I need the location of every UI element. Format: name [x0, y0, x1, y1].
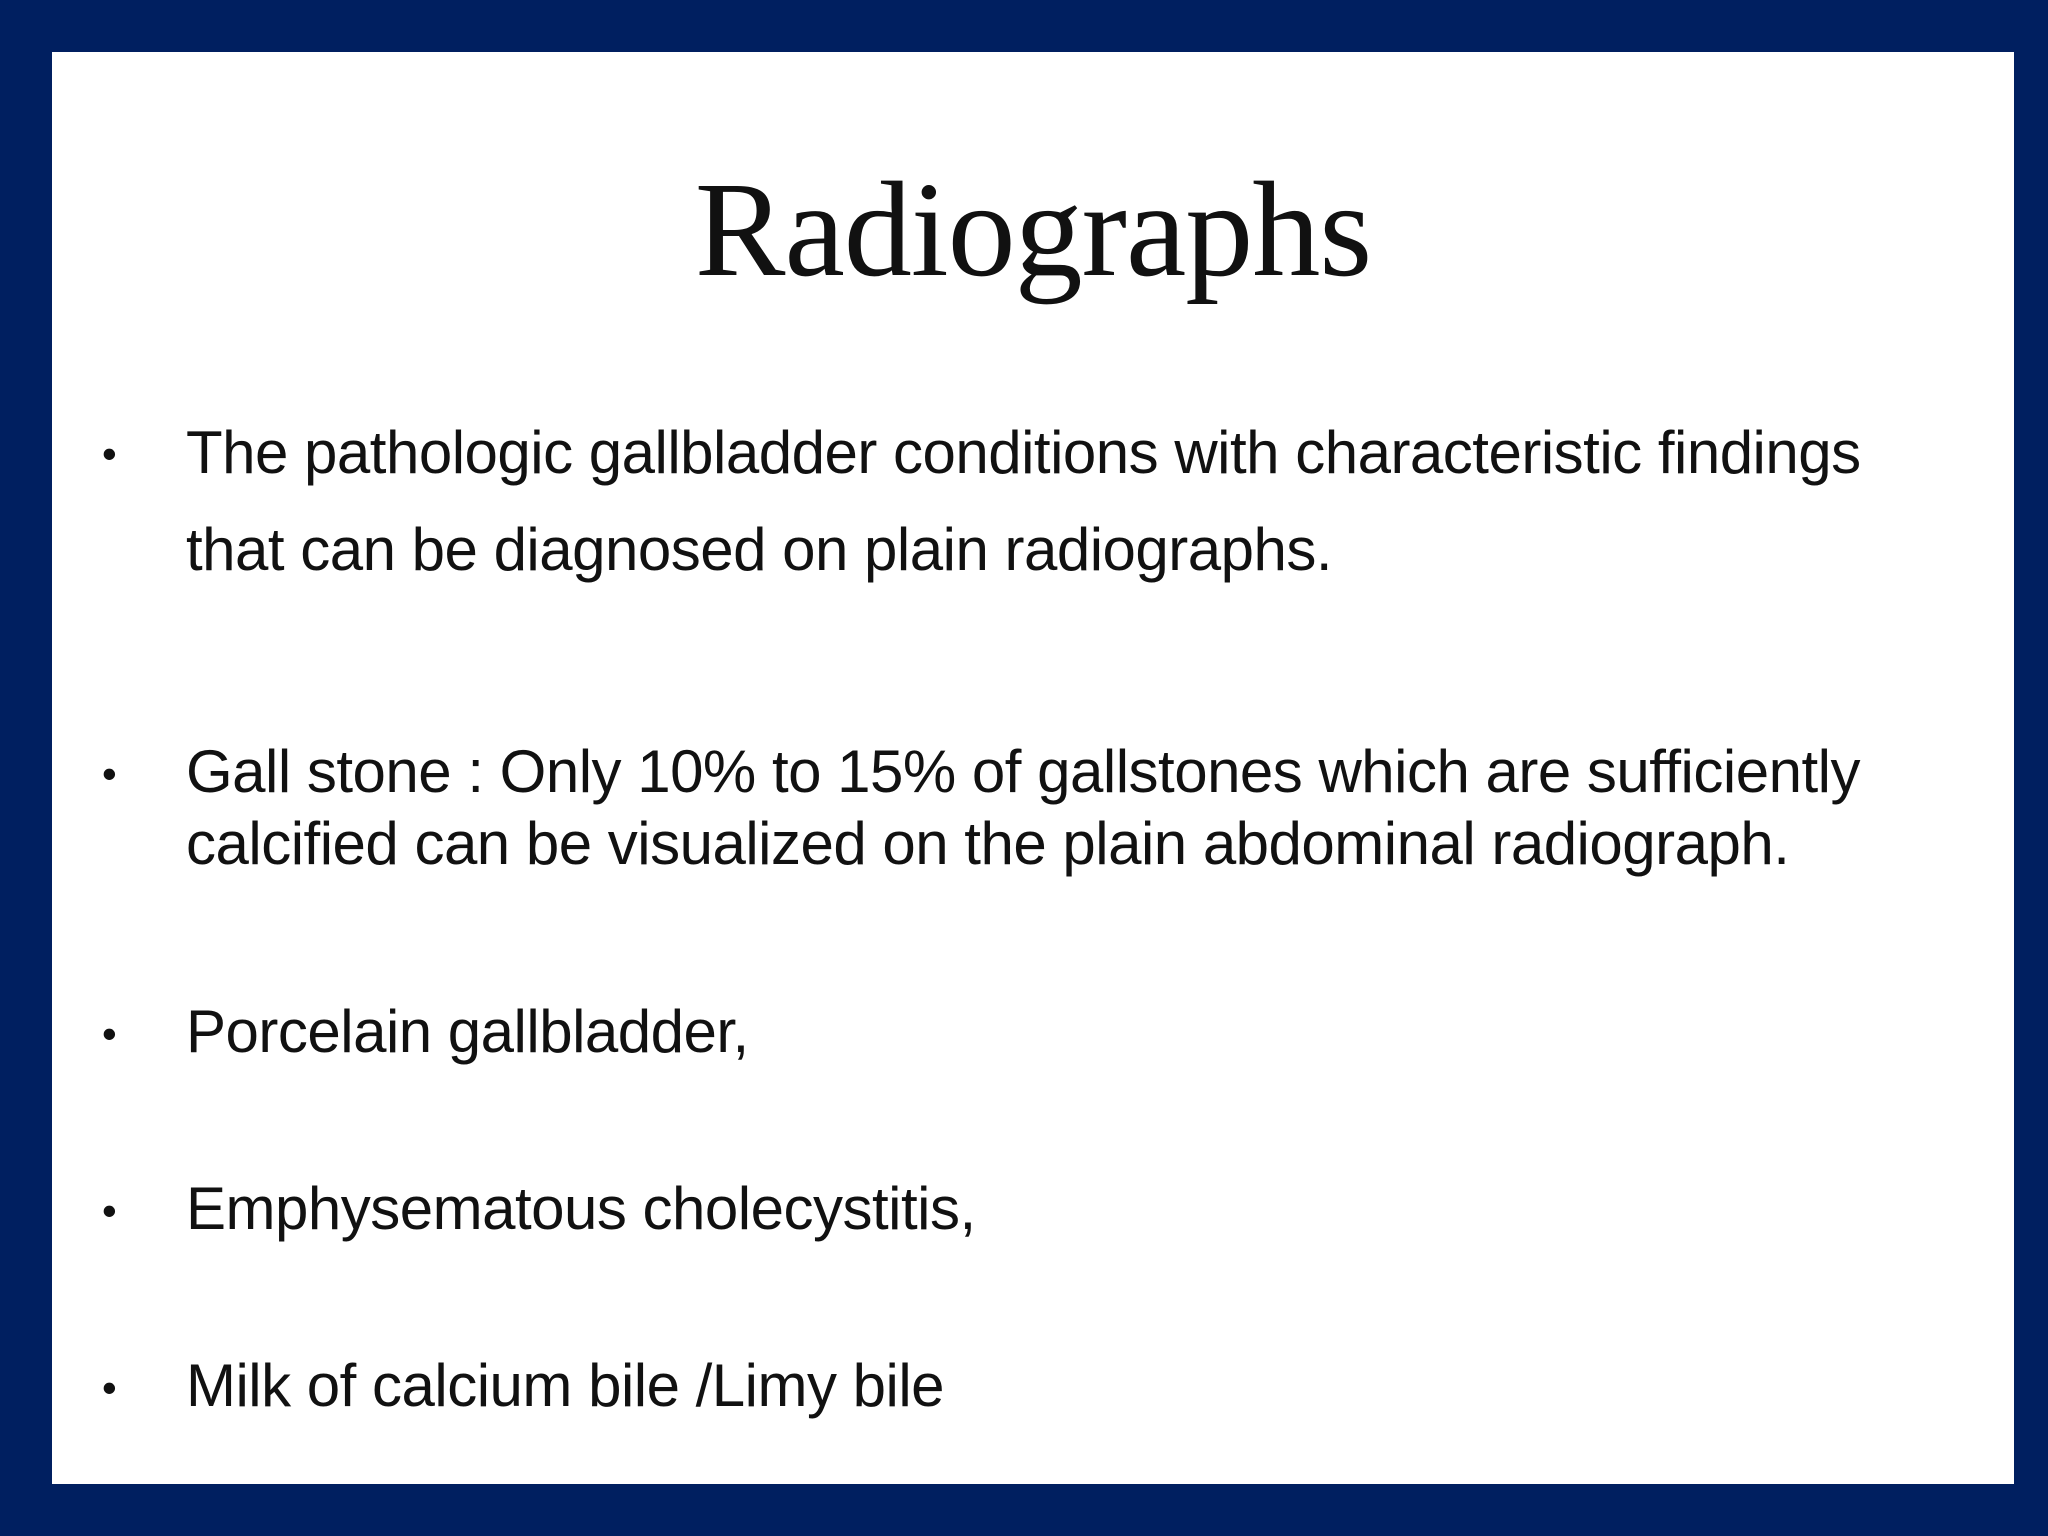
bullet-text: [186, 404, 1986, 598]
bullet-text: [186, 736, 1986, 880]
bullet-marker: •: [102, 1010, 117, 1057]
bullet-line: Gall stone : Only 10% to 15% of gallstones which are sufficiently: [186, 738, 1860, 805]
bullet-marker: •: [102, 1364, 117, 1411]
bullet-line: calcified can be visualized on the plain abdominal radiograph.: [186, 810, 1790, 877]
bullet-marker: •: [102, 1187, 117, 1234]
bullet-line: Emphysematous cholecystitis,: [186, 1175, 976, 1242]
bullet-line: The pathologic gallbladder conditions with characteristic findings: [186, 419, 1861, 486]
bullet-marker: •: [102, 750, 117, 797]
bullet-marker: •: [102, 430, 117, 477]
bullet-text: [186, 1350, 1986, 1422]
bullet-line: Porcelain gallbladder,: [186, 998, 749, 1065]
bullet-line: that can be diagnosed on plain radiographs.: [186, 516, 1333, 583]
slide: [52, 52, 2014, 1484]
bullet-line: Milk of calcium bile /Limy bile: [186, 1352, 945, 1419]
bullet-text: [186, 996, 1986, 1068]
bullet-text: [186, 1173, 1986, 1245]
slide-title: Radiographs: [694, 155, 1372, 305]
